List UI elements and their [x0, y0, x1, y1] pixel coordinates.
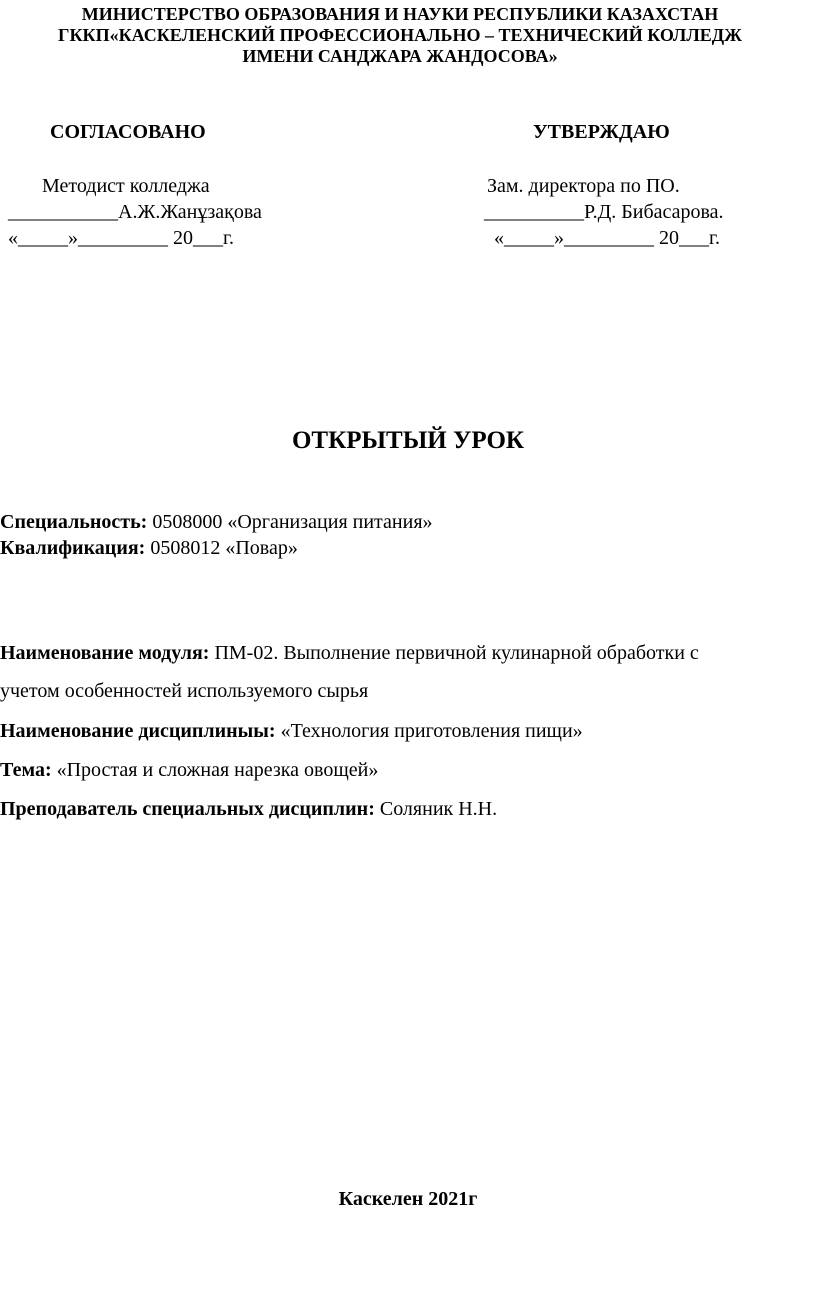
teacher-value: Соляник Н.Н.	[374, 798, 498, 820]
approval-right-position: Зам. директора по ПО.	[487, 175, 680, 197]
document-title: ОТКРЫТЫЙ УРОК	[291, 427, 525, 454]
specialty-line	[0, 510, 433, 534]
approval-left-title: СОГЛАСОВАНО	[50, 121, 206, 143]
approval-left-date: «_____»_________ 20___г.	[8, 227, 234, 249]
approval-left-position: Методист колледжа	[42, 175, 210, 197]
approval-right-signature: __________Р.Д. Бибасарова.	[484, 201, 724, 223]
discipline-value: «Технология приготовления пищи»	[275, 720, 583, 742]
topic-label: Тема:	[0, 759, 52, 781]
module-value: ПМ-02. Выполнение первичной кулинарной обработки с	[209, 642, 699, 664]
module-line-continuation: учетом особенностей используемого сырья	[0, 680, 369, 702]
specialty-value: 0508000 «Организация питания»	[147, 511, 433, 533]
ministry-header-line3: ИМЕНИ САНДЖАРА ЖАНДОСОВА»	[242, 46, 558, 66]
teacher-label: Преподаватель специальных дисциплин:	[0, 798, 375, 820]
teacher-line	[0, 797, 497, 821]
approval-right-title: УТВЕРЖДАЮ	[533, 121, 670, 143]
module-line	[0, 641, 699, 665]
qualification-value: 0508012 «Повар»	[145, 537, 298, 559]
module-label: Наименование модуля:	[0, 642, 210, 664]
approval-left-signature: ___________А.Ж.Жанұзақова	[8, 201, 262, 223]
ministry-header-line2: ГККП«КАСКЕЛЕНСКИЙ ПРОФЕССИОНАЛЬНО – ТЕХНИЧЕСКИЙ КОЛЛЕДЖ	[58, 25, 742, 45]
topic-value: «Простая и сложная нарезка овощей»	[51, 759, 379, 781]
approval-right-date: «_____»_________ 20___г.	[494, 227, 720, 249]
qualification-line	[0, 536, 298, 560]
ministry-header-line1: МИНИСТЕРСТВО ОБРАЗОВАНИЯ И НАУКИ РЕСПУБЛИКИ КАЗАХСТАН	[81, 4, 719, 24]
topic-line	[0, 758, 378, 782]
footer-place-year: Каскелен 2021г	[338, 1188, 478, 1210]
discipline-label: Наименование дисциплиныы:	[0, 720, 276, 742]
discipline-line	[0, 719, 583, 743]
specialty-label: Специальность:	[0, 511, 148, 533]
qualification-label: Квалификация:	[0, 537, 146, 559]
